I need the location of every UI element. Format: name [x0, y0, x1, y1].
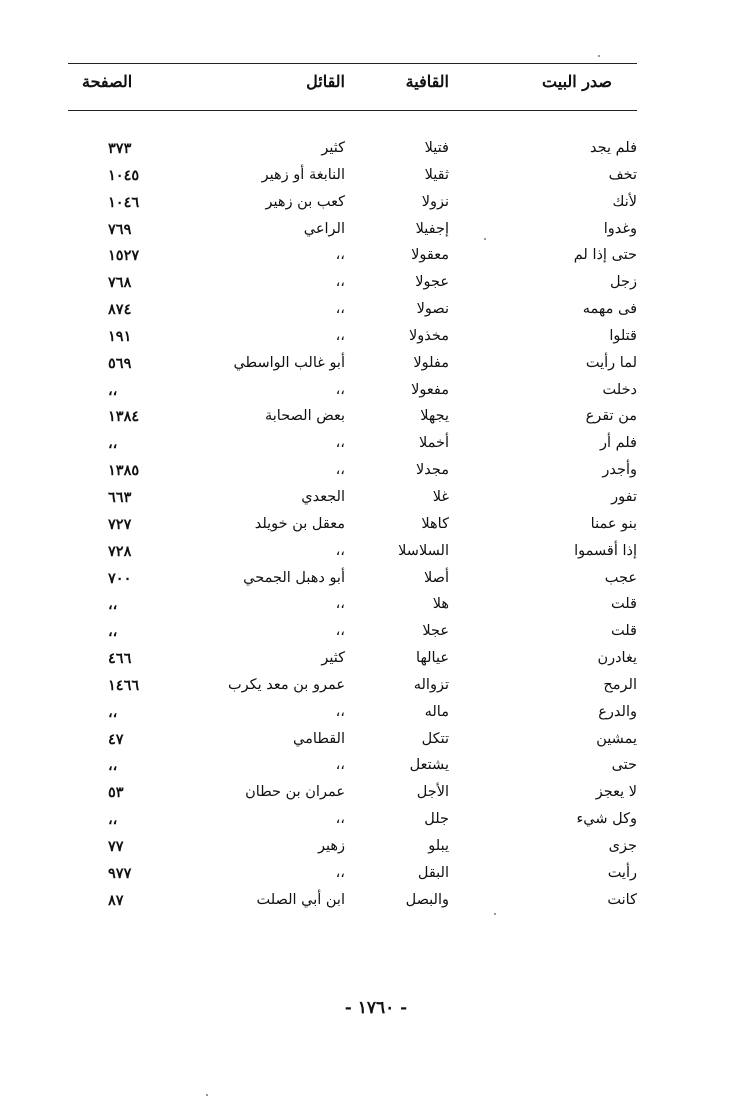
- table-row: [68, 165, 637, 192]
- poet-cell: ،،: [335, 623, 345, 640]
- poet-cell: عمرو بن معد يكرب: [227, 676, 345, 693]
- page-number-cell: ٨٧: [108, 891, 124, 909]
- page-number-cell: ٩٧٧: [108, 864, 132, 882]
- rhyme-cell: عجلا: [422, 623, 449, 640]
- page-number-cell: ٤٧: [108, 730, 124, 748]
- page-number-cell: ،،: [108, 623, 118, 641]
- poet-cell: ،،: [335, 811, 345, 828]
- verse-start-cell: حتى: [611, 757, 637, 774]
- rhyme-cell: مفلولا: [413, 354, 449, 371]
- verse-start-cell: عجب: [604, 569, 637, 586]
- page-number-cell: ،،: [108, 703, 118, 721]
- page-number-cell: ٤٦٦: [108, 650, 132, 668]
- verse-start-cell: فى مهمه: [582, 301, 637, 318]
- page-number-cell: ١٥٢٧: [108, 247, 140, 265]
- header-rhyme: القافية: [405, 72, 449, 91]
- table-row: [68, 755, 637, 782]
- verse-start-cell: زجل: [610, 274, 637, 291]
- poet-cell: الراعي: [303, 220, 345, 237]
- poet-cell: بعض الصحابة: [264, 408, 345, 425]
- poet-cell: ،،: [335, 274, 345, 291]
- rhyme-cell: مخذولا: [408, 327, 449, 344]
- page-number-cell: ٧٢٧: [108, 515, 132, 533]
- rhyme-cell: ثقيلا: [424, 166, 449, 183]
- page-number-cell: ١٠٤٦: [108, 193, 140, 211]
- table-row: [68, 863, 637, 890]
- table-row: [68, 809, 637, 836]
- verse-start-cell: من تقرع: [585, 408, 637, 425]
- rhyme-cell: عجولا: [415, 274, 449, 291]
- verse-start-cell: إذا أقسموا: [574, 542, 637, 559]
- page-number-cell: ٥٣: [108, 784, 124, 802]
- poet-cell: ،،: [335, 247, 345, 264]
- poet-cell: ابن أبي الصلت: [256, 891, 345, 908]
- rhyme-cell: تزواله: [413, 676, 449, 693]
- table-row: [68, 406, 637, 433]
- rhyme-cell: جلل: [424, 811, 449, 828]
- table-row: [68, 568, 637, 595]
- verse-start-cell: وكل شيء: [576, 811, 637, 828]
- table-row: [68, 648, 637, 675]
- poet-cell: القطامي: [293, 730, 345, 747]
- rhyme-cell: تتكل: [421, 730, 449, 747]
- poet-cell: ،،: [335, 462, 345, 479]
- poet-cell: كثير: [321, 650, 345, 667]
- table-row: [68, 460, 637, 487]
- poet-cell: ،،: [335, 327, 345, 344]
- verse-start-cell: فلم أر: [599, 435, 637, 452]
- scan-speck: [598, 55, 600, 57]
- poet-cell: ،،: [335, 757, 345, 774]
- verse-start-cell: يغادرن: [597, 650, 637, 667]
- rhyme-cell: كاهلا: [421, 515, 449, 532]
- verse-start-cell: لما رأيت: [585, 354, 637, 371]
- table-row: [68, 245, 637, 272]
- table-row: [68, 541, 637, 568]
- table-header: [68, 72, 637, 98]
- page-number-cell: ٧٢٨: [108, 542, 132, 560]
- table-row: [68, 890, 637, 917]
- rhyme-cell: أصلا: [424, 569, 449, 586]
- poet-cell: ،،: [335, 542, 345, 559]
- header-verse-start: صدر البيت: [542, 72, 612, 91]
- page-number-cell: ٣٧٣: [108, 140, 132, 157]
- page-number-cell: ١٠٤٥: [108, 166, 140, 184]
- poet-cell: الجعدي: [301, 488, 345, 505]
- rhyme-cell: يجهلا: [420, 408, 449, 425]
- table-row: [68, 782, 637, 809]
- rhyme-cell: ماله: [424, 703, 449, 720]
- rhyme-cell: مجدلا: [415, 462, 449, 479]
- scan-speck: [206, 1094, 208, 1096]
- rhyme-cell: نزولا: [421, 193, 449, 210]
- table-row: [68, 675, 637, 702]
- page-number-cell: ،،: [108, 381, 118, 399]
- verse-start-cell: لأنك: [612, 193, 637, 210]
- rhyme-cell: السلاسلا: [398, 542, 449, 559]
- page-number: - ١٧٦٠ -: [344, 998, 408, 1018]
- index-table-body: [68, 138, 637, 916]
- verse-start-cell: حتى إذا لم: [573, 247, 637, 264]
- poet-cell: ،،: [335, 381, 345, 398]
- table-row: [68, 836, 637, 863]
- rhyme-cell: إجفيلا: [415, 220, 449, 237]
- poet-cell: ،،: [335, 301, 345, 318]
- table-row: [68, 272, 637, 299]
- page-number-cell: ٧٧: [108, 837, 124, 855]
- page-number-cell: ،،: [108, 435, 118, 453]
- poet-cell: ،،: [335, 435, 345, 452]
- verse-start-cell: قلت: [611, 623, 637, 640]
- page-number-cell: ١٣٨٥: [108, 462, 140, 480]
- verse-start-cell: الرمح: [603, 676, 637, 693]
- page-number-cell: ١٩١: [108, 327, 132, 345]
- rhyme-cell: مفعولا: [411, 381, 449, 398]
- verse-start-cell: وأجدر: [602, 462, 637, 479]
- poet-cell: ،،: [335, 864, 345, 881]
- page-number-cell: ١٣٨٤: [108, 408, 140, 426]
- poet-cell: زهير: [317, 837, 345, 854]
- verse-start-cell: قلت: [611, 596, 637, 613]
- table-row: [68, 380, 637, 407]
- verse-start-cell: قتلوا: [609, 327, 637, 344]
- rhyme-cell: يبلو: [428, 837, 449, 854]
- verse-start-cell: فلم يجد: [590, 140, 637, 156]
- verse-start-cell: دخلت: [602, 381, 637, 398]
- page-number-cell: ٨٧٤: [108, 301, 132, 319]
- page-number-cell: ،،: [108, 757, 118, 775]
- page-number-cell: ،،: [108, 596, 118, 614]
- verse-start-cell: كانت: [607, 891, 637, 908]
- verse-start-cell: يمشين: [596, 730, 637, 747]
- table-row: [68, 219, 637, 246]
- poet-cell: ،،: [335, 703, 345, 720]
- rhyme-cell: فتيلا: [424, 140, 449, 156]
- table-row: [68, 702, 637, 729]
- verse-start-cell: لا يعجز: [595, 784, 637, 801]
- rhyme-cell: الأجل: [416, 784, 449, 801]
- verse-start-cell: رأيت: [607, 864, 637, 881]
- verse-start-cell: وغدوا: [603, 220, 637, 237]
- page-number-cell: ٧٠٠: [108, 569, 132, 587]
- table-row: [68, 729, 637, 756]
- header-rule: [68, 110, 637, 111]
- verse-start-cell: بنو عمنا: [590, 515, 637, 532]
- scan-speck: [484, 238, 486, 240]
- page-number-cell: ٧٦٨: [108, 274, 132, 292]
- page-number-cell: ٧٦٩: [108, 220, 132, 238]
- verse-start-cell: تخف: [608, 166, 637, 183]
- rhyme-cell: البقل: [417, 864, 449, 881]
- rhyme-cell: معقولا: [411, 247, 449, 264]
- table-row: [68, 299, 637, 326]
- table-row: [68, 514, 637, 541]
- page-number-cell: ،،: [108, 811, 118, 829]
- verse-start-cell: جزى: [608, 837, 637, 854]
- verse-start-cell: تفور: [611, 488, 637, 505]
- table-row: [68, 433, 637, 460]
- poet-cell: كعب بن زهير: [265, 193, 345, 210]
- table-row: [68, 487, 637, 514]
- rhyme-cell: يشتعل: [409, 757, 449, 774]
- poet-cell: ،،: [335, 596, 345, 613]
- verse-start-cell: والدرع: [598, 703, 637, 720]
- page-number-cell: ١٤٦٦: [108, 676, 140, 694]
- table-row: [68, 326, 637, 353]
- rhyme-cell: نصولا: [416, 301, 449, 318]
- table-row: [68, 138, 637, 165]
- poet-cell: أبو غالب الواسطي: [233, 354, 345, 371]
- rhyme-cell: هلا: [432, 596, 449, 613]
- poet-cell: عمران بن حطان: [245, 784, 345, 801]
- top-rule: [68, 63, 637, 64]
- rhyme-cell: غلا: [432, 488, 449, 505]
- scan-speck: [494, 913, 496, 915]
- poet-cell: النابغة أو زهير: [261, 166, 345, 183]
- table-row: [68, 353, 637, 380]
- poet-cell: كثير: [321, 140, 345, 156]
- rhyme-cell: أخملا: [418, 435, 449, 452]
- page-number-cell: ٥٦٩: [108, 354, 132, 372]
- rhyme-cell: عيالها: [416, 650, 449, 667]
- poet-cell: أبو دهبل الجمحي: [243, 569, 345, 586]
- table-row: [68, 621, 637, 648]
- table-row: [68, 594, 637, 621]
- page-number-cell: ٦٦٣: [108, 488, 132, 506]
- rhyme-cell: والبصل: [405, 891, 449, 908]
- table-row: [68, 192, 637, 219]
- poet-cell: معقل بن خويلد: [254, 515, 345, 532]
- header-page: الصفحة: [82, 72, 133, 91]
- header-poet: القائل: [306, 72, 345, 91]
